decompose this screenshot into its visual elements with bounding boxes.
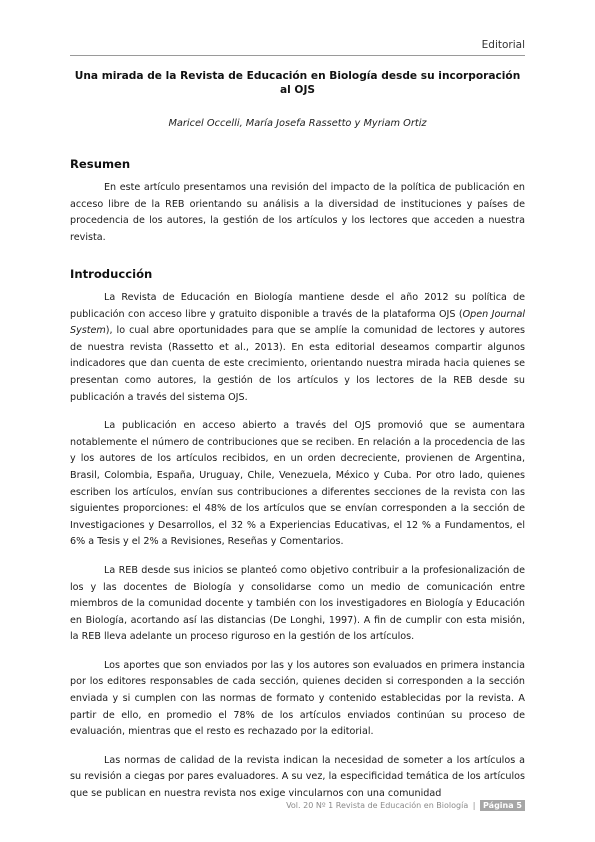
running-header: Editorial [481,39,525,51]
page-footer [286,800,525,811]
paragraph-1-text-a: La Revista de Educación en Biología mantiene desde el año 2012 su política de publicación con acceso libre y gratuito disponible a través de la plataforma OJS ( [70,292,525,320]
article-authors: Maricel Occelli, María Josefa Rassetto y Myriam Ortiz [168,118,427,129]
footer-separator: | [472,801,476,810]
introduccion-paragraph-5: Las normas de calidad de la revista indican la necesidad de someter a los artículos a su revisión a ciegas por pares evaluadores. A su vez, la especificidad temática de los artículos que se publican en nuestra revista nos exige vincularnos con una comunidad [70,754,525,800]
resumen-heading: Resumen [70,157,131,171]
introduccion-paragraph-1 [70,290,525,406]
ojs-italic-term: Open Journal System [70,308,525,337]
page-number-badge: Página 5 [480,800,525,811]
introduccion-section [70,267,525,815]
introduccion-heading: Introducción [70,267,153,281]
paragraph-1-text-b: ), lo cual abre oportunidades para que se amplíe la comunidad de lectores y autores de nuestra revista (Rassetto et al., 2013). En esta editorial deseamos compartir algunos indicadores que dan cuenta de este crecimiento, orientando nuestra mirada hacia quienes se presentan como autores, la gestión de los artículos y los lectores de la REB desde su publicación a través del sistema OJS. [70,325,525,403]
resumen-section [70,157,525,258]
introduccion-paragraph-2: La publicación en acceso abierto a través del OJS promovió que se aumentara notablemente el número de contribuciones que se reciben. En relación a la procedencia de las y los autores de los artículos recibidos, en un orden decreciente, provienen de Argentina, Brasil, Colombia, España, Uruguay, Chile, Venezuela, México y Cuba. Por otro lado, quienes escriben los artículos, envían sus contribuciones a diferentes secciones de la revista con las siguientes proporciones: el 48% de los artículos que se envían corresponden a la sección de Investigaciones y Desarrollos, el 32 % a Experiencias Educativas, el 12 % a Fundamentos, el 6% a Tesis y el 2% a Revisiones, Reseñas y Comentarios. [70,420,525,548]
introduccion-paragraph-4: Los aportes que son enviados por las y los autores son evaluados en primera instancia por los editores responsables de cada sección, quienes deciden si corresponden a la sección enviada y si cumplen con las normas de formato y contenido establecidas por la revista. A partir de ello, en promedio el 78% de los artículos enviados continúan su proceso de evaluación, mientras que el resto es rechazado por la editorial. [70,659,525,738]
article-title: Una mirada de la Revista de Educación en Biología desde su incorporación al OJS [74,70,521,96]
resumen-paragraph: En este artículo presentamos una revisión del impacto de la política de publicación en acceso libre de la REB orientando su análisis a la diversidad de instituciones y países de procedencia de los autores, la gestión de los artículos y los lectores que acceden a nuestra revista. [70,182,525,243]
footer-journal: Vol. 20 Nº 1 Revista de Educación en Biología [286,801,469,810]
introduccion-paragraph-3: La REB desde sus inicios se planteó como objetivo contribuir a la profesionalización de los y las docentes de Biología y consolidarse como un medio de comunicación entre miembros de la comunidad docente y también con los investigadores en Biología y Educación en Biología, acortando así las distancias (De Longhi, 1997). A fin de cumplir con esta misión, la REB lleva adelante un proceso riguroso en la gestión de los artículos. [70,564,525,643]
header-divider [70,55,525,56]
